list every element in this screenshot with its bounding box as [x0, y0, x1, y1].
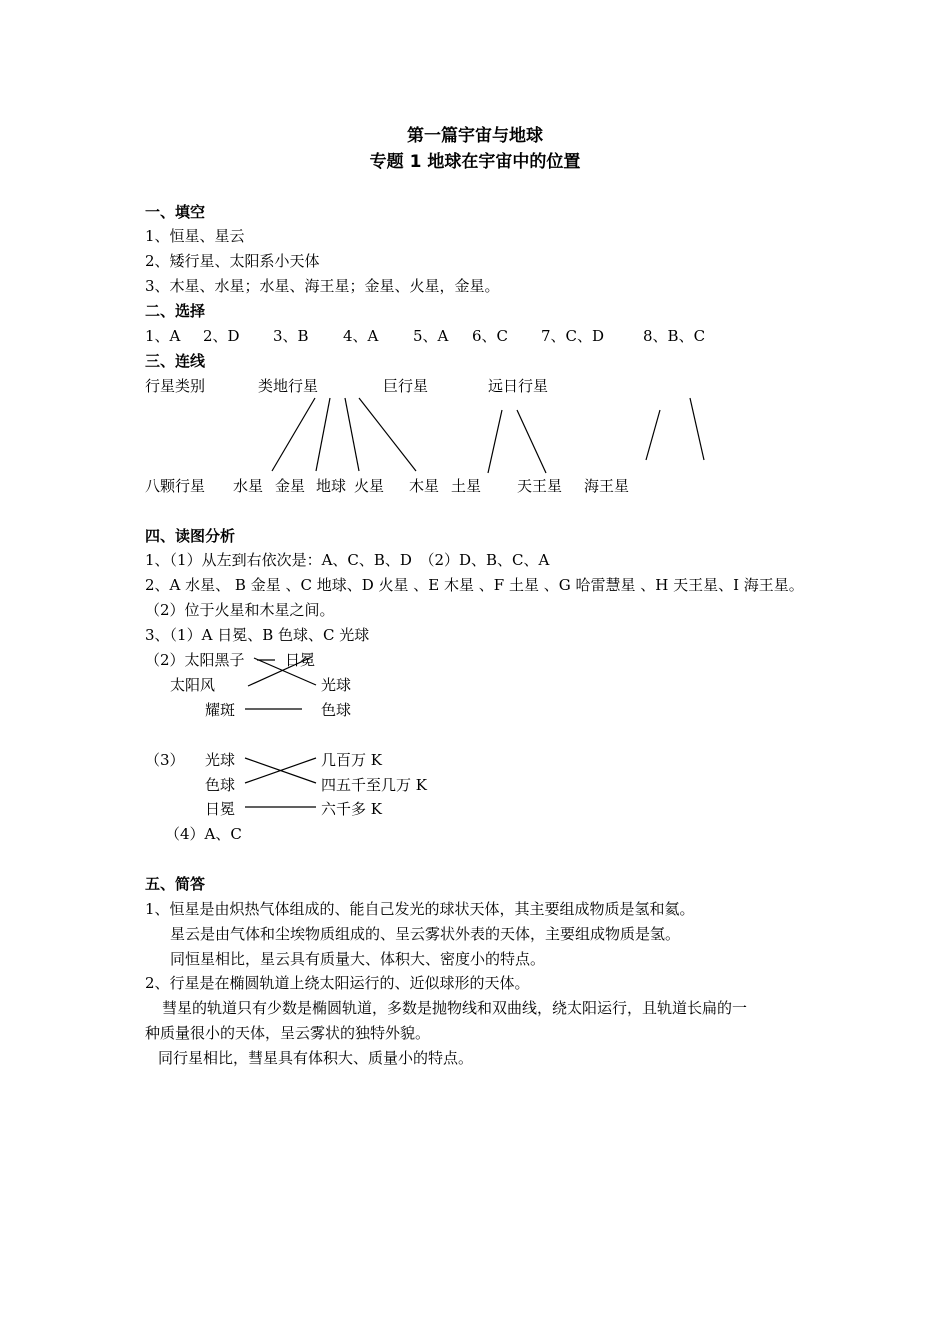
match-bottom-label: 水星	[233, 477, 264, 495]
diagram-answer-4: （4）A、C	[165, 825, 242, 843]
choice-answer: 5、A	[413, 327, 449, 345]
temp-match-right: 六千多 K	[321, 800, 382, 818]
sun-match-left: 耀斑	[205, 701, 236, 719]
match-bottom-label: 八颗行星	[145, 477, 206, 495]
choice-answer: 7、C、D	[541, 327, 605, 345]
short-answer-line: 同恒星相比，星云具有质量大、体积大、密度小的特点。	[170, 950, 546, 968]
diagram-answer-2-sub: （2）位于火星和木星之间。	[145, 601, 335, 619]
diagram-answer-2: 2、A 水星、 B 金星 、C 地球、D 火星 、E 木星 、F 土星 、G 哈雷慧星 、H 天王星、I 海王星。	[145, 576, 804, 594]
section-fill-heading: 一、填空	[145, 203, 206, 221]
choice-answer: 3、B	[273, 327, 309, 345]
temp-match-right: 四五千至几万 K	[321, 776, 427, 794]
section-diagram-heading: 四、读图分析	[145, 527, 236, 545]
fill-answer-3: 3、木星、水星；水星、海王星；金星、火星，金星。	[145, 277, 500, 295]
diagram-answer-3: 3、（1）A 日冕、B 色球、C 光球	[145, 626, 370, 644]
match-top-label: 类地行星	[258, 377, 319, 395]
short-answer-line: 2、行星是在椭圆轨道上绕太阳运行的、近似球形的天体。	[145, 974, 530, 992]
connector-line	[254, 658, 316, 685]
fill-answer-1: 1、恒星、星云	[145, 227, 245, 245]
connector-line	[517, 410, 546, 473]
match-bottom-label: 天王星	[517, 477, 563, 495]
match-bottom-label: 火星	[354, 477, 385, 495]
match-bottom-label: 金星	[275, 477, 306, 495]
choice-answer: 1、A	[145, 327, 181, 345]
short-answer-line: 彗星的轨道只有少数是椭圆轨道，多数是抛物线和双曲线，绕太阳运行，且轨道长扁的一	[162, 999, 748, 1017]
temp-match-left: 日冕	[205, 800, 236, 818]
diagram-answer-1: 1、（1）从左到右依次是：A、C、B、D （2）D、B、C、A	[145, 551, 550, 569]
short-answer-line: 星云是由气体和尘埃物质组成的、呈云雾状外表的天体，主要组成物质是氢。	[170, 925, 681, 943]
document-subtitle: 专题 1 地球在宇宙中的位置	[369, 152, 581, 172]
connector-line	[248, 657, 312, 686]
connector-line	[690, 398, 704, 460]
match-bottom-label: 海王星	[584, 477, 630, 495]
short-answer-line: 种质量很小的天体，呈云雾状的独特外貌。	[145, 1024, 431, 1042]
short-answer-line: 1、恒星是由炽热气体组成的、能自己发光的球状天体，其主要组成物质是氢和氦。	[145, 900, 695, 918]
connector-line	[316, 398, 330, 471]
temp-match-left: 光球	[205, 751, 236, 769]
fill-answer-2: 2、矮行星、太阳系小天体	[145, 252, 320, 270]
connector-line	[272, 398, 315, 471]
sun-match-right: 色球	[321, 701, 352, 719]
temp-match-right: 几百万 K	[321, 751, 382, 769]
choice-answer: 6、C	[472, 327, 509, 345]
temp-match-label: （3）	[145, 751, 185, 769]
sun-match-right: 光球	[321, 676, 352, 694]
temp-match-left: 色球	[205, 776, 236, 794]
sun-match-label: （2）太阳黑子	[145, 651, 245, 669]
document-title: 第一篇宇宙与地球	[407, 126, 543, 146]
connector-line	[488, 410, 502, 473]
choice-answer: 2、D	[203, 327, 240, 345]
sun-match-left: 太阳风	[170, 676, 216, 694]
sun-match-right: 日冕	[285, 651, 316, 669]
choice-answer: 4、A	[343, 327, 379, 345]
match-top-label: 巨行星	[383, 377, 429, 395]
match-top-label: 远日行星	[488, 377, 549, 395]
connector-line	[345, 398, 359, 471]
connector-line	[359, 398, 416, 471]
match-bottom-label: 地球	[316, 477, 347, 495]
match-bottom-label: 土星	[451, 477, 482, 495]
section-matching-heading: 三、连线	[145, 352, 206, 370]
match-bottom-label: 木星	[409, 477, 440, 495]
match-top-label: 行星类别	[145, 377, 206, 395]
section-choice-heading: 二、选择	[145, 302, 206, 320]
connector-line	[646, 410, 660, 460]
section-short-answer-heading: 五、简答	[145, 875, 206, 893]
choice-answer: 8、B、C	[643, 327, 706, 345]
short-answer-line: 同行星相比，彗星具有体积大、质量小的特点。	[158, 1049, 474, 1067]
